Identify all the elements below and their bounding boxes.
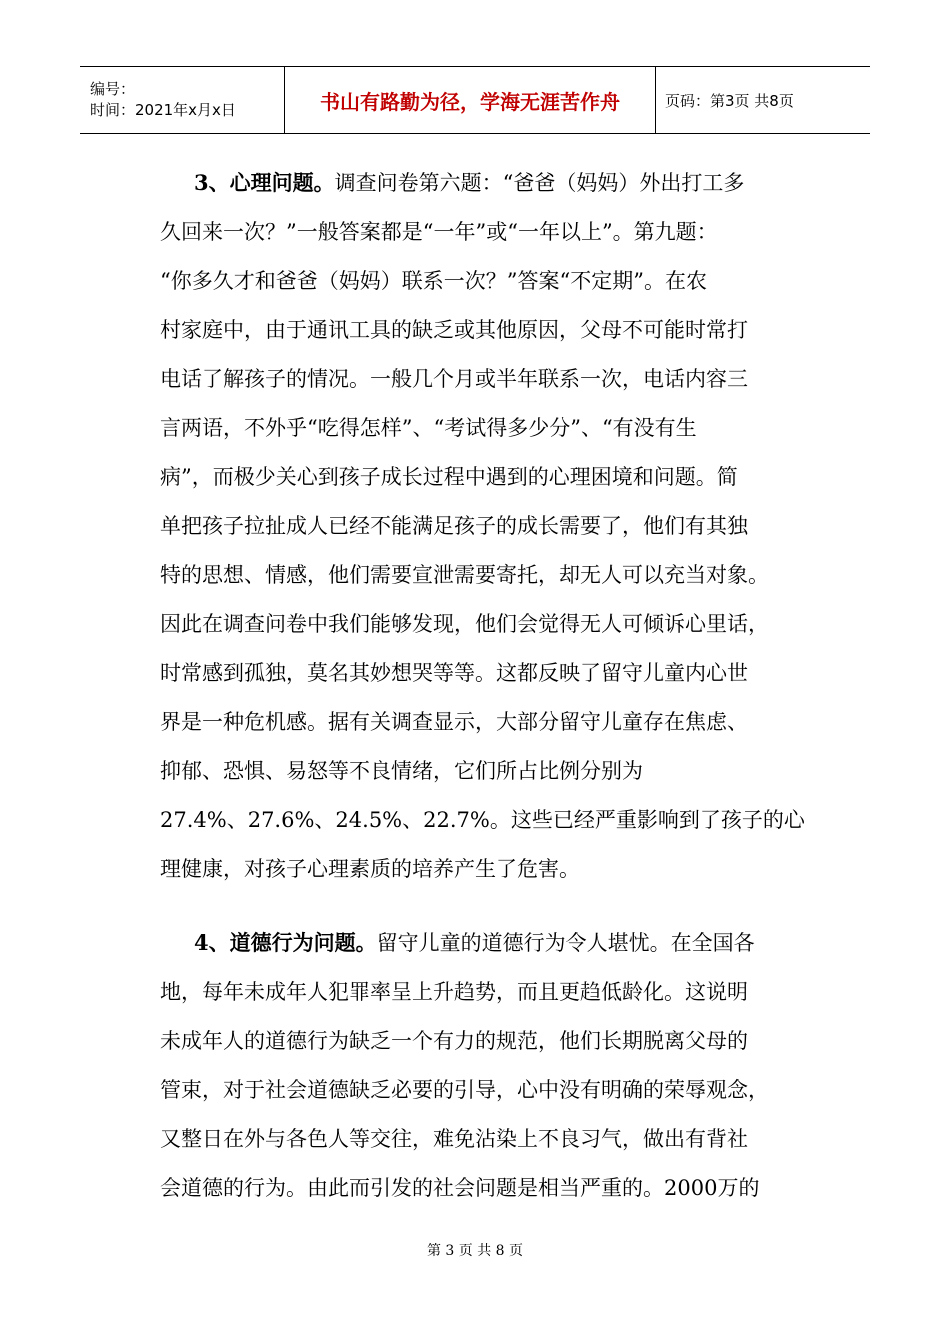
paragraph-line: “你多久才和爸爸（妈妈）联系一次？”答案“不定期”。在农 (160, 269, 707, 293)
document-header (80, 66, 870, 134)
paragraph-line: 言两语，不外乎“吃得怎样”、“考试得多少分”、“有没有生 (160, 416, 697, 440)
paragraph-line: 界是一种危机感。据有关调查显示，大部分留守儿童存在焦虑、 (160, 710, 748, 734)
page-footer (0, 1240, 950, 1260)
paragraph-line: 久回来一次？”一般答案都是“一年”或“一年以上”。第九题： (160, 220, 718, 244)
header-page-info (656, 67, 870, 133)
header-motto (284, 67, 656, 133)
document-body (160, 158, 805, 1213)
paragraph-line: 会道德的行为。由此而引发的社会问题是相当严重的。2000万的 (160, 1176, 760, 1200)
page-info-text: 页码：第3页 共8页 (665, 91, 794, 110)
paragraph-line: 27.4%、27.6%、24.5%、22.7%。这些已经严重影响到了孩子的心 (160, 808, 805, 832)
header-meta (80, 67, 284, 133)
paragraph-line: 抑郁、恐惧、易怒等不良情绪，它们所占比例分别为 (160, 759, 643, 783)
paragraph-line: 理健康，对孩子心理素质的培养产生了危害。 (160, 857, 580, 881)
paragraph-line: 单把孩子拉扯成人已经不能满足孩子的成长需要了，他们有其独 (160, 514, 748, 538)
section-heading: 4、道德行为问题。 (194, 930, 377, 955)
paragraph-line: 时常感到孤独，莫名其妙想哭等等。这都反映了留守儿童内心世 (160, 661, 748, 685)
paragraph-line: 电话了解孩子的情况。一般几个月或半年联系一次，电话内容三 (160, 367, 748, 391)
paragraph-spacer (160, 894, 800, 918)
section-heading: 3、心理问题。 (194, 170, 335, 195)
section-psychological (160, 158, 805, 894)
paragraph-line: 又整日在外与各色人等交往，难免沾染上不良习气，做出有背社 (160, 1127, 748, 1151)
paragraph-first-line: 4、道德行为问题。留守儿童的道德行为令人堪忧。在全国各 (194, 930, 755, 955)
paragraph-line: 管束，对于社会道德缺乏必要的引导，心中没有明确的荣辱观念， (160, 1078, 769, 1102)
number-label: 编号： (90, 80, 136, 98)
paragraph-line: 村家庭中，由于通讯工具的缺乏或其他原因，父母不可能时常打 (160, 318, 748, 342)
motto-text: 书山有路勤为径，学海无涯苦作舟 (320, 89, 620, 114)
paragraph-line: 未成年人的道德行为缺乏一个有力的规范，他们长期脱离父母的 (160, 1029, 748, 1053)
section-moral-behavior (160, 918, 800, 1213)
paragraph-line: 特的思想、情感，他们需要宣泄需要寄托，却无人可以充当对象。 (160, 563, 769, 587)
paragraph-first-line: 3、心理问题。调查问卷第六题：“爸爸（妈妈）外出打工多 (194, 170, 745, 195)
date-label: 时间：2021年x月x日 (90, 101, 236, 119)
paragraph-line: 病”，而极少关心到孩子成长过程中遇到的心理困境和问题。简 (160, 465, 738, 489)
footer-page-number: 第 3 页 共 8 页 (426, 1243, 524, 1259)
paragraph-line: 因此在调查问卷中我们能够发现，他们会觉得无人可倾诉心里话， (160, 612, 769, 636)
paragraph-line: 地，每年未成年人犯罪率呈上升趋势，而且更趋低龄化。这说明 (160, 980, 748, 1004)
